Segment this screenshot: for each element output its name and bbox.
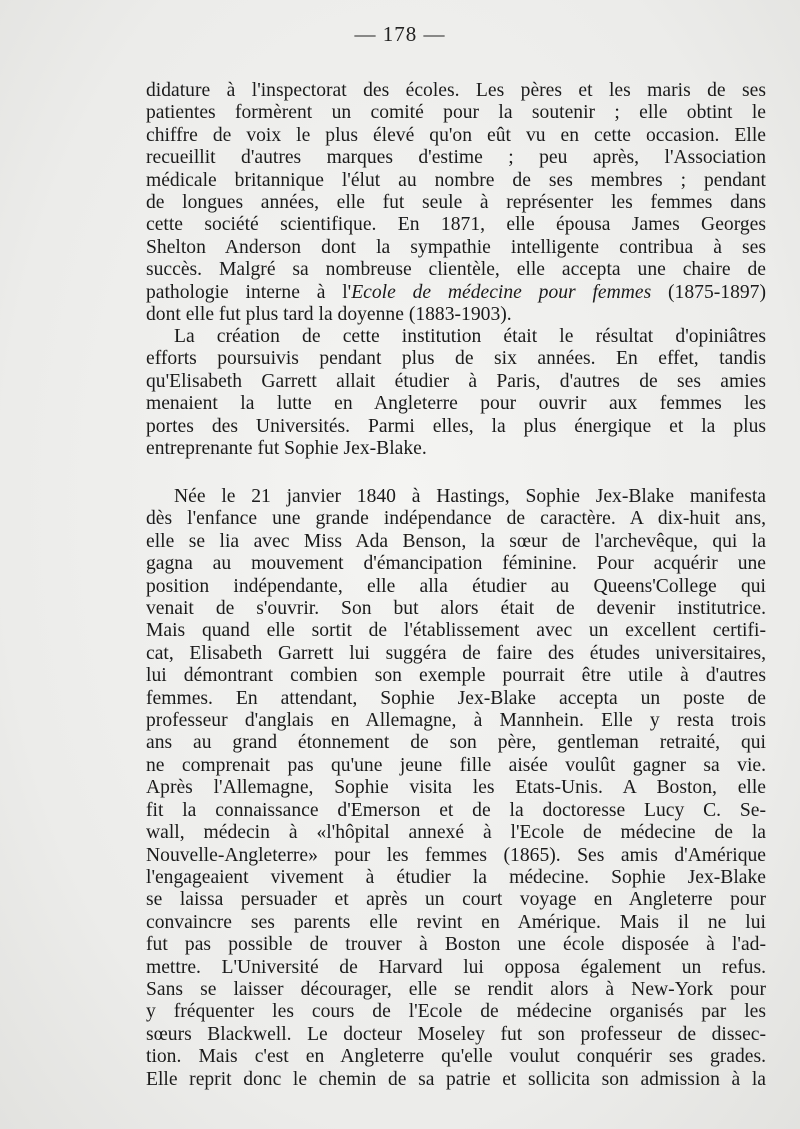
text-line: menaient la lutte en Angleterre pour ouvrir aux femmes les [146,393,766,415]
text-line: recueillit d'autres marques d'estime ; peu après, l'Association [146,147,766,169]
text-line: tion. Mais c'est en Angleterre qu'elle voulut conquérir ses grades. [146,1046,766,1068]
text-segment: pathologie interne à l' [146,281,352,303]
text-line: Shelton Anderson dont la sympathie intelligente contribua à ses [146,236,766,258]
paragraph-2 [146,326,766,460]
text-line: dès l'enfance une grande indépendance de caractère. A dix-huit ans, [146,508,766,530]
text-line: mettre. L'Université de Harvard lui opposa également un refus. [146,956,766,978]
text-segment: (1875-1897) [651,281,766,303]
italic-school-name: Ecole de médecine pour femmes [351,281,652,303]
text-line: position indépendante, elle alla étudier au Queens'College qui [146,575,766,597]
text-line: dont elle fut plus tard la doyenne (1883-1903). [146,304,512,326]
text-line: se laissa persuader et après un court voyage en Angleterre pour [146,889,766,911]
text-line: gagna au mouvement d'émancipation féminine. Pour acquérir une [146,553,766,575]
text-line: patientes formèrent un comité pour la soutenir ; elle obtint le [146,102,766,124]
page-number: — 178 — [354,22,446,46]
text-line: professeur d'anglais en Allemagne, à Mannhein. Elle y resta trois [146,710,766,732]
text-line: fut pas possible de trouver à Boston une école disposée à l'ad- [146,934,766,956]
paragraph-3 [146,486,766,1091]
text-line: cette société scientifique. En 1871, elle épousa James Georges [146,214,766,236]
text-line: elle se lia avec Miss Ada Benson, la sœur de l'archevêque, qui la [146,530,766,552]
text-line: l'engageaient vivement à étudier la médecine. Sophie Jex-Blake [146,866,766,888]
paragraph-1 [146,80,766,326]
text-line: ans au grand étonnement de son père, gentleman retraité, qui [146,732,766,754]
text-line-mixed [146,282,766,304]
text-line: ne comprenait pas qu'une jeune fille aisée voulût gagner sa vie. [146,754,766,776]
text-line: wall, médecin à «l'hôpital annexé à l'Ecole de médecine de la [146,822,766,844]
text-line: fit la connaissance d'Emerson et de la doctoresse Lucy C. Se- [146,799,766,821]
text-line: efforts poursuivis pendant plus de six années. En effet, tandis [146,348,766,370]
text-line: Nouvelle-Angleterre» pour les femmes (1865). Ses amis d'Amérique [146,844,766,866]
text-line: chiffre de voix le plus élevé qu'on eût vu en cette occasion. Elle [146,124,766,146]
text-line: entreprenante fut Sophie Jex-Blake. [146,438,427,460]
text-line: venait de s'ouvrir. Son but alors était de devenir institutrice. [146,598,766,620]
text-line: convaincre ses parents elle revint en Amérique. Mais il ne lui [146,911,766,933]
text-line: portes des Universités. Parmi elles, la plus énergique et la plus [146,415,766,437]
text-line: y fréquenter les cours de l'Ecole de médecine organisés par les [146,1001,766,1023]
text-line: médicale britannique l'élut au nombre de ses membres ; pendant [146,169,766,191]
text-line: femmes. En attendant, Sophie Jex-Blake accepta un poste de [146,687,766,709]
text-line: La création de cette institution était le résultat d'opiniâtres [174,326,766,347]
text-line: sœurs Blackwell. Le docteur Moseley fut son professeur de dissec- [146,1023,766,1045]
text-line: Elle reprit donc le chemin de sa patrie et sollicita son admission à la [146,1068,766,1090]
text-line: Née le 21 janvier 1840 à Hastings, Sophie Jex-Blake manifesta [174,486,766,507]
text-line: de longues années, elle fut seule à représenter les femmes dans [146,192,766,214]
text-line: Après l'Allemagne, Sophie visita les Etats-Unis. A Boston, elle [146,777,766,799]
text-line: succès. Malgré sa nombreuse clientèle, elle accepta une chaire de [146,259,766,281]
text-line: cat, Elisabeth Garrett lui suggéra de faire des études universitaires, [146,642,766,664]
text-line: Sans se laisser décourager, elle se rendit alors à New-York pour [146,978,766,1000]
text-line: didature à l'inspectorat des écoles. Les pères et les maris de ses [146,80,766,101]
text-line: lui démontrant combien son exemple pourrait être utile à d'autres [146,665,766,687]
text-line: Mais quand elle sortit de l'établissement avec un excellent certifi- [146,620,766,642]
text-line: qu'Elisabeth Garrett allait étudier à Paris, d'autres de ses amies [146,370,766,392]
